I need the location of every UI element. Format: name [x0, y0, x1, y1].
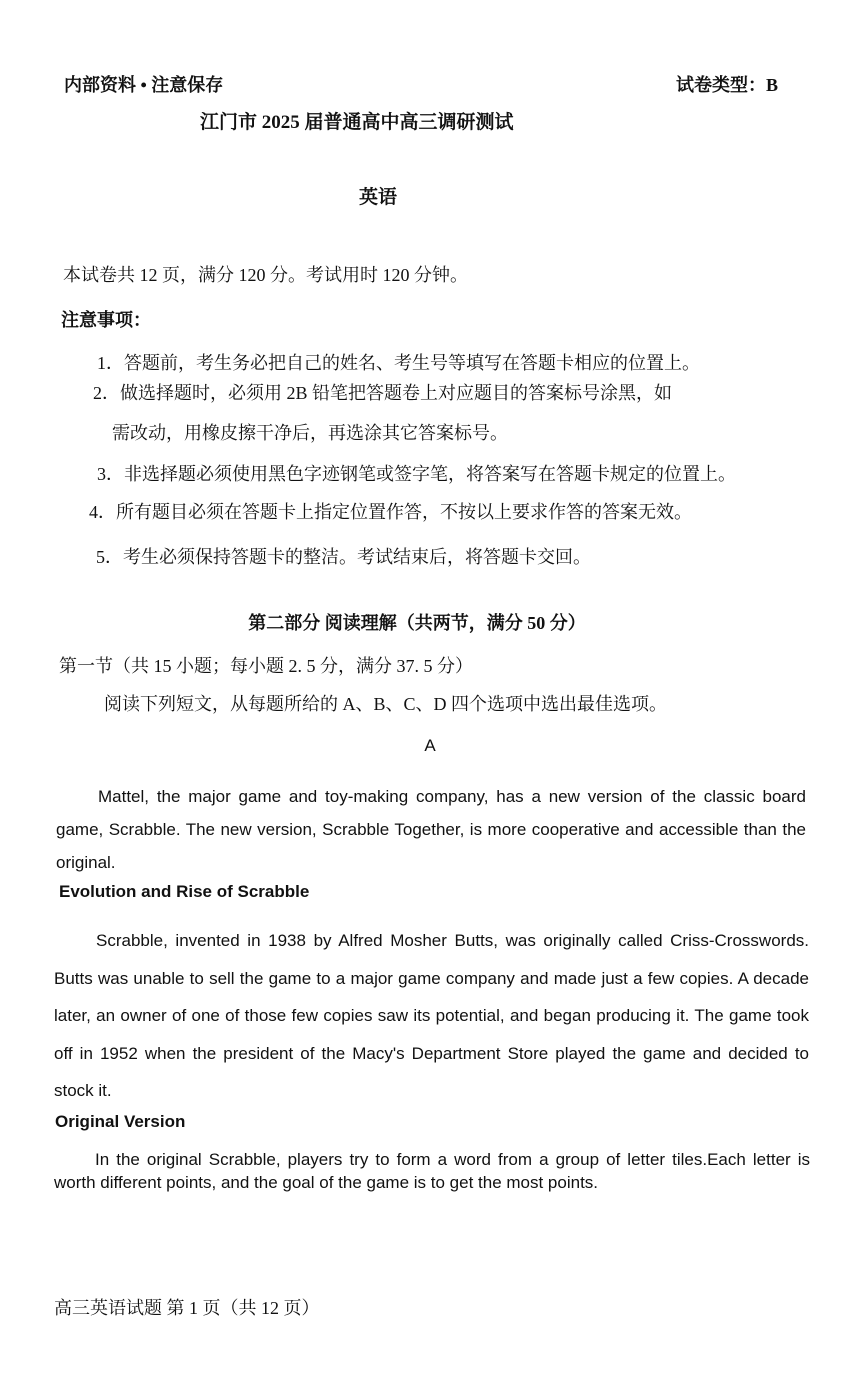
exam-title: 江门市 2025 届普通高中高三调研测试 — [200, 112, 514, 133]
header-confidential-notice: 内部资料 • 注意保存 — [64, 75, 224, 95]
passage-heading-1: Evolution and Rise of Scrabble — [59, 882, 310, 901]
passage-paragraph-1: Mattel, the major game and toy-making company, has a new version of the classic board game, Scrabble. The new version, Scrabble Together, is more cooperative and accessible than the original. — [56, 787, 806, 872]
page-footer: 高三英语试题 第 1 页（共 12 页） — [54, 1298, 320, 1318]
header-paper-type: 试卷类型：B — [675, 75, 778, 95]
note-item-5: 5．考生必须保持答题卡的整洁。考试结束后，将答题卡交回。 — [96, 547, 591, 567]
note-item-4: 4．所有题目必须在答题卡上指定位置作答，不按以上要求作答的答案无效。 — [89, 502, 692, 522]
note-item-2-continued: 需改动，用橡皮擦干净后，再选涂其它答案标号。 — [112, 423, 508, 443]
section-instruction: 阅读下列短文，从每题所给的 A、B、C、D 四个选项中选出最佳选项。 — [104, 694, 668, 714]
part-title: 第二部分 阅读理解（共两节，满分 50 分） — [248, 613, 586, 633]
passage-label: A — [424, 736, 436, 755]
note-item-2: 2．做选择题时，必须用 2B 铅笔把答题卷上对应题目的答案标号涂黑，如 — [93, 383, 673, 403]
passage-heading-2: Original Version — [55, 1112, 186, 1131]
notes-title: 注意事项： — [61, 310, 151, 330]
passage-paragraph-2: Scrabble, invented in 1938 by Alfred Mosher Butts, was originally called Criss-Crosswords. Butts was unable to sell the game to a major game company and made just a few copies. A decade later, an owner of one of those few copies saw its potential, and began producing it. The game took off in 1952 when the president of the Macy's Department Store played the game and decided to stock it. — [54, 931, 809, 1100]
section-title: 第一节（共 15 小题；每小题 2. 5 分，满分 37. 5 分） — [59, 656, 473, 676]
passage-paragraph-3: In the original Scrabble, players try to form a word from a group of letter tiles.Each letter is worth different points, and the goal of the game is to get the most points. — [54, 1150, 810, 1192]
note-item-1: 1．答题前，考生务必把自己的姓名、考生号等填写在答题卡相应的位置上。 — [97, 353, 700, 373]
subject-title: 英语 — [359, 187, 398, 208]
note-item-3: 3．非选择题必须使用黑色字迹钢笔或签字笔，将答案写在答题卡规定的位置上。 — [97, 464, 736, 484]
exam-summary: 本试卷共 12 页，满分 120 分。考试用时 120 分钟。 — [63, 265, 468, 285]
